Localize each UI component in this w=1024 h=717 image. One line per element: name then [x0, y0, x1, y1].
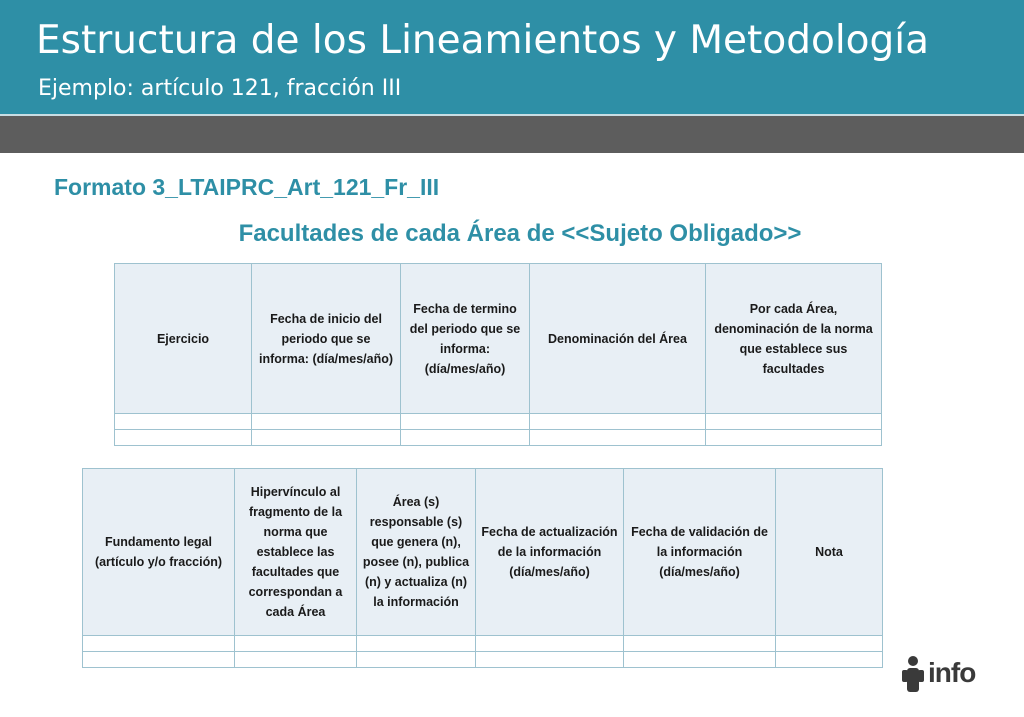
info-logo — [898, 655, 978, 693]
table-header-row — [115, 264, 882, 414]
table-cell — [624, 652, 776, 668]
table-row — [115, 414, 882, 430]
column-header-fundamento-legal: Fundamento legal (artículo y/o fracción) — [83, 469, 235, 636]
column-header-fecha-inicio: Fecha de inicio del periodo que se informa: (día/mes/año) — [252, 264, 401, 414]
table-title: Facultades de cada Área de <<Sujeto Obligado>> — [238, 220, 802, 247]
table-cell — [624, 636, 776, 652]
table-cell — [357, 636, 476, 652]
facultades-table-1 — [114, 263, 882, 446]
table-row — [83, 652, 883, 668]
table-cell — [776, 652, 883, 668]
table-cell — [235, 636, 357, 652]
table-cell — [235, 652, 357, 668]
table-row — [83, 636, 883, 652]
table-cell — [115, 430, 252, 446]
info-logo-icon — [898, 655, 928, 693]
table-cell — [83, 652, 235, 668]
table-header-row — [83, 469, 883, 636]
table-cell — [252, 430, 401, 446]
table-cell — [476, 652, 624, 668]
column-header-fecha-validacion: Fecha de validación de la información (día/mes/año) — [624, 469, 776, 636]
format-title: Formato 3_LTAIPRC_Art_121_Fr_III — [54, 174, 440, 200]
column-header-norma-facultades: Por cada Área, denominación de la norma que establece sus facultades — [706, 264, 882, 414]
column-header-hipervinculo: Hipervínculo al fragmento de la norma que establece las facultades que correspondan a cada Área — [235, 469, 357, 636]
gray-band — [0, 116, 1024, 153]
table-cell — [776, 636, 883, 652]
table-row — [115, 430, 882, 446]
logo-text: info — [928, 657, 976, 688]
table-cell — [530, 430, 706, 446]
column-header-ejercicio: Ejercicio — [115, 264, 252, 414]
table-cell — [357, 652, 476, 668]
table-cell — [706, 414, 882, 430]
header-bar — [0, 0, 1024, 115]
table-cell — [530, 414, 706, 430]
page-title: Estructura de los Lineamientos y Metodología — [36, 18, 930, 63]
column-header-nota: Nota — [776, 469, 883, 636]
column-header-area-responsable: Área (s) responsable (s) que genera (n), posee (n), publica (n) y actualiza (n) la información — [357, 469, 476, 636]
column-header-denominacion-area: Denominación del Área — [530, 264, 706, 414]
facultades-table-2 — [82, 468, 883, 668]
page-subtitle: Ejemplo: artículo 121, fracción III — [38, 76, 402, 101]
column-header-fecha-termino: Fecha de termino del periodo que se informa: (día/mes/año) — [401, 264, 530, 414]
table-cell — [401, 414, 530, 430]
table-cell — [706, 430, 882, 446]
column-header-fecha-actualizacion: Fecha de actualización de la información (día/mes/año) — [476, 469, 624, 636]
table-cell — [401, 430, 530, 446]
table-cell — [115, 414, 252, 430]
table-cell — [83, 636, 235, 652]
table-cell — [252, 414, 401, 430]
table-cell — [476, 636, 624, 652]
